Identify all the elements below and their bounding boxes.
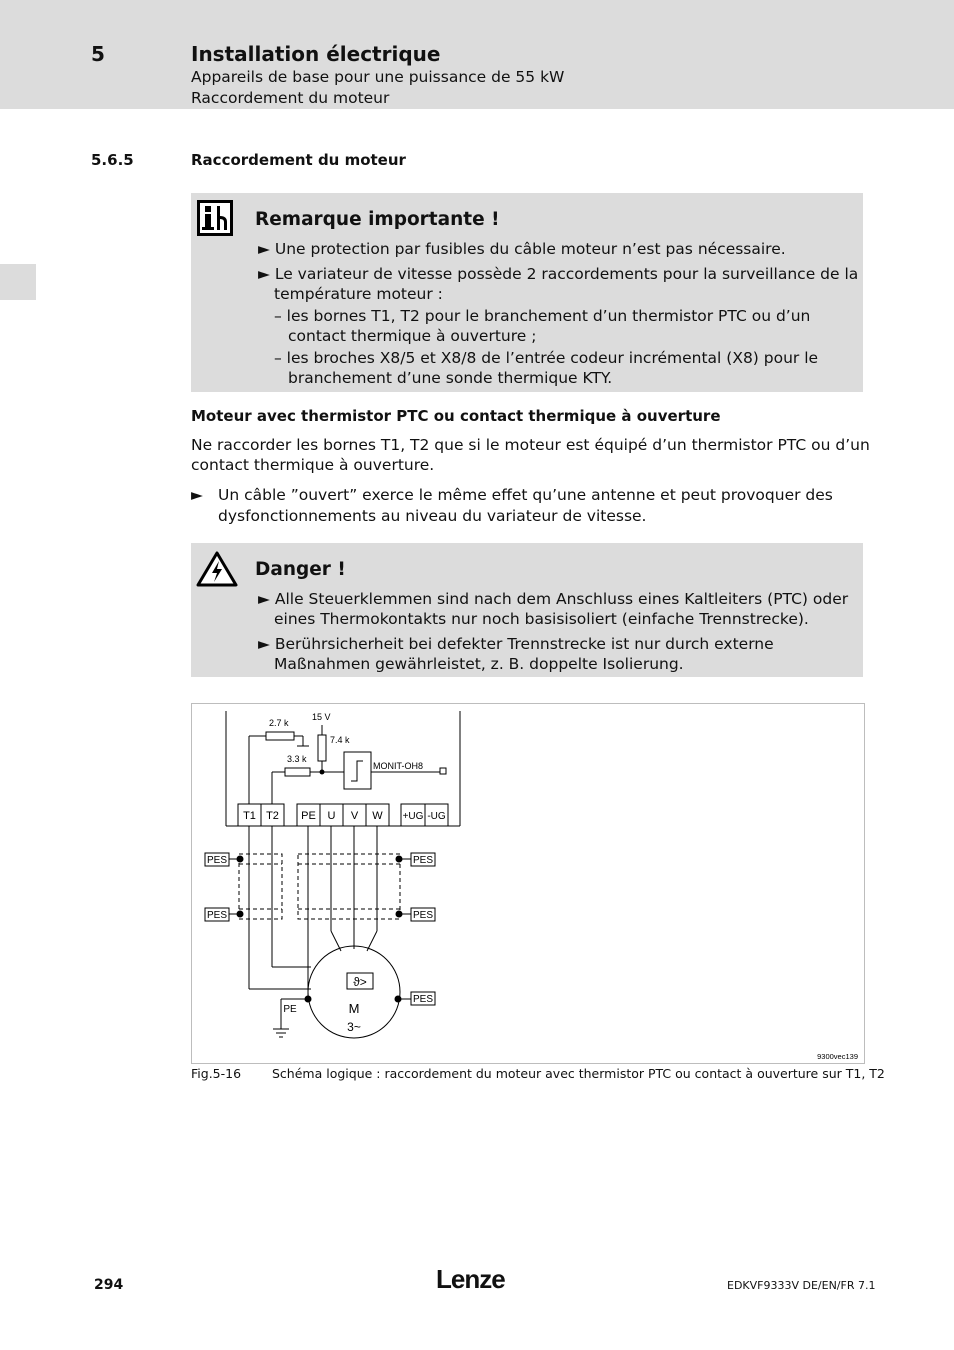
pes-label: PES [206,855,228,866]
voltage-label: 15 V [312,712,331,722]
danger-bullet: eines Thermokontakts nur noch basisisoliert (einfache Trennstrecke). [274,610,809,628]
body-paragraph: Ne raccorder les bornes T1, T2 que si le moteur est équipé d’un thermistor PTC ou d’un [191,436,870,454]
pes-label: PES [206,910,228,921]
body-paragraph: contact thermique à ouverture. [191,456,435,474]
thermistor-symbol: ϑ> [353,975,367,989]
bullet-marker: ► [191,486,203,504]
note-box [191,193,863,392]
warning-icon [196,551,238,587]
pes-label: PES [412,994,434,1005]
page-number: 294 [94,1277,124,1293]
note-dash-item: contact thermique à ouverture ; [288,327,537,345]
terminal-ug-minus: -UG [427,811,446,822]
chapter-header [0,0,954,109]
motor-pe-label: PE [283,1004,297,1015]
resistor-label: 3.3 k [287,754,307,764]
danger-bullet: Maßnahmen gewährleistet, z. B. doppelte Isolierung. [274,655,684,673]
danger-bullet: ► Alle Steuerklemmen sind nach dem Anschluss eines Kaltleiters (PTC) oder [258,590,849,608]
wiring-diagram [191,703,865,1064]
wiring-diagram-svg [192,704,864,1063]
note-bullet: température moteur : [274,285,443,303]
danger-title: Danger ! [255,559,346,580]
resistor-label: 7.4 k [330,735,350,745]
lenze-logo: Lenze [436,1264,505,1294]
terminal-ug-plus: +UG [402,811,424,822]
pes-label: PES [412,910,434,921]
section-number: 5.6.5 [91,151,134,169]
chapter-number: 5 [91,42,105,66]
section-title: Raccordement du moteur [191,151,406,169]
note-title: Remarque importante ! [255,209,500,230]
note-dash-item: – les bornes T1, T2 pour le branchement d’un thermistor PTC ou d’un [274,307,811,325]
pes-label: PES [412,855,434,866]
figure-reference: 9300vec139 [817,1052,858,1061]
terminal-pe: PE [301,810,316,822]
note-dash-item: branchement d’une sonde thermique KTY. [288,369,613,387]
document-id: EDKVF9333V DE/EN/FR 7.1 [727,1279,876,1292]
danger-bullet: ► Berührsicherheit bei defekter Trennstrecke ist nur durch externe [258,635,774,653]
terminal-w: W [372,810,383,822]
note-bullet: ► Une protection par fusibles du câble moteur n’est pas nécessaire. [258,240,786,258]
figure-number: Fig.5-16 [191,1066,242,1081]
monitor-label: MONIT-OH8 [373,761,424,771]
chapter-side-tab [0,264,36,300]
subheading: Moteur avec thermistor PTC ou contact thermique à ouverture [191,407,721,425]
danger-box [191,543,863,677]
chapter-title: Installation électrique [191,42,441,66]
figure-caption: Schéma logique : raccordement du moteur avec thermistor PTC ou contact à ouverture sur T1, T2 [272,1066,885,1081]
chapter-subtitle: Appareils de base pour une puissance de 55 kW [191,68,565,86]
resistor-label: 2.7 k [269,718,289,728]
terminal-u: U [327,810,336,822]
chapter-subtitle: Raccordement du moteur [191,89,390,107]
terminal-t2: T2 [266,810,279,822]
motor-label: M [348,1001,360,1016]
note-dash-item: – les broches X8/5 et X8/8 de l’entrée codeur incrémental (X8) pour le [274,349,819,367]
body-bullet: Un câble ”ouvert” exerce le même effet qu’une antenne et peut provoquer des [218,486,833,504]
note-bullet: ► Le variateur de vitesse possède 2 raccordements pour la surveillance de la [258,265,859,283]
info-icon [197,200,233,236]
terminal-t1: T1 [243,810,256,822]
body-bullet: dysfonctionnements au niveau du variateur de vitesse. [218,507,647,525]
terminal-v: V [350,810,359,822]
motor-phase-label: 3~ [347,1020,361,1034]
